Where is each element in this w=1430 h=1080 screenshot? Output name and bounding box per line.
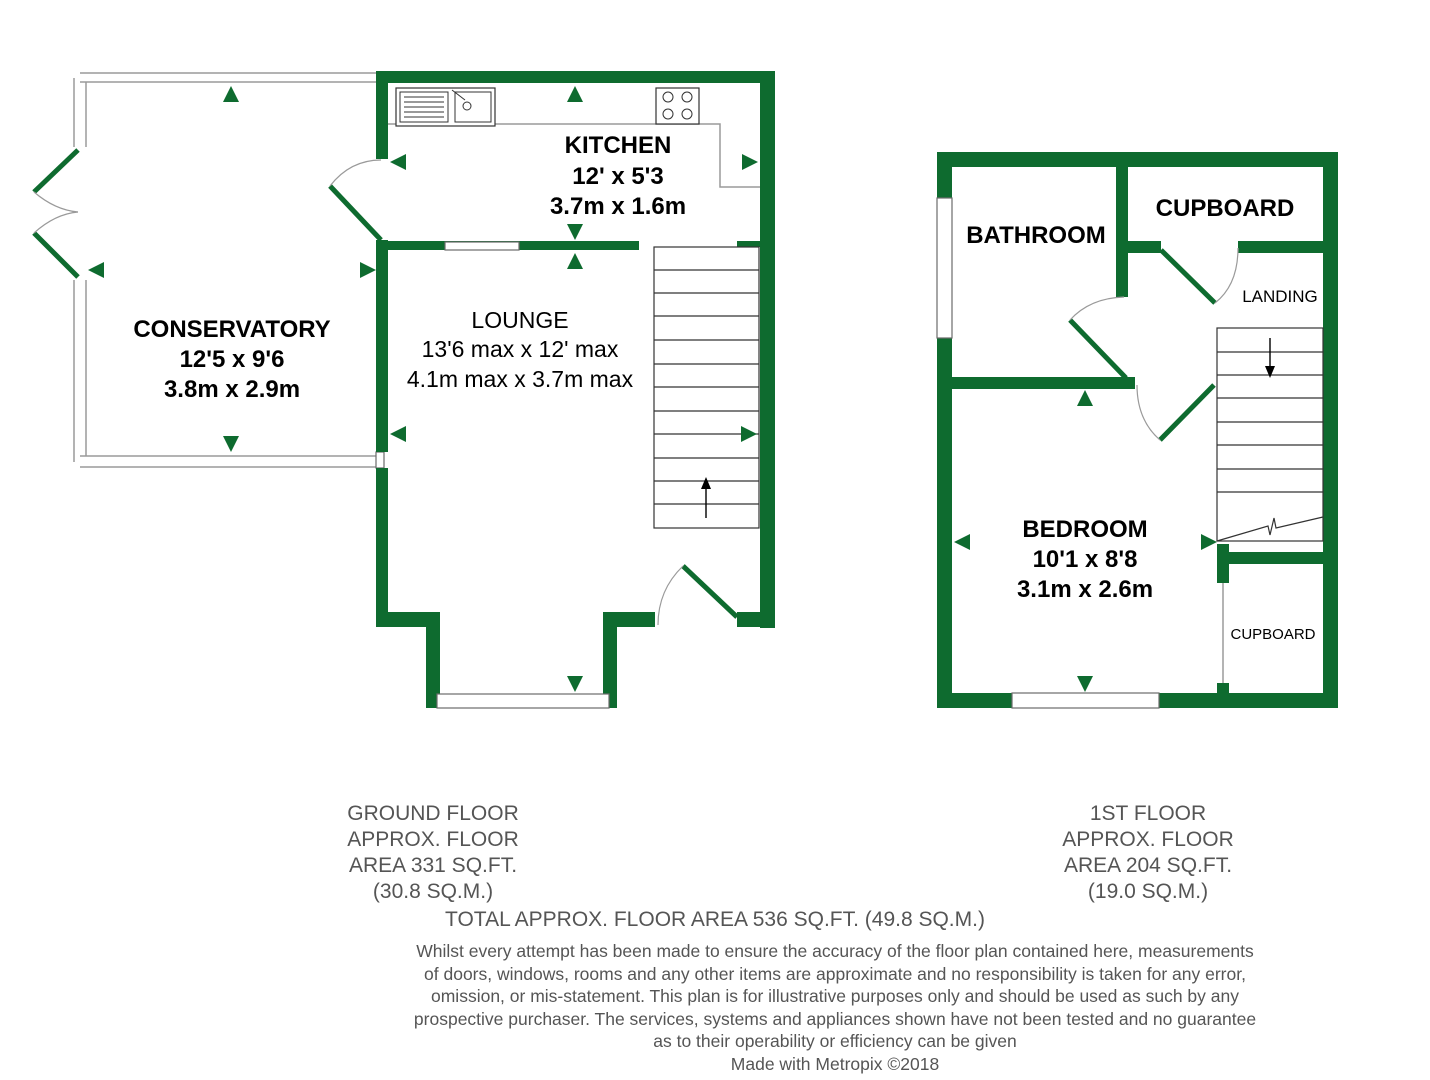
first-floor-plan <box>937 152 1338 708</box>
ground-floor-plan <box>34 71 775 708</box>
first-floor-staircase <box>1217 328 1323 541</box>
first-floor-title: 1ST FLOOR <box>1089 802 1207 825</box>
bedroom-door <box>1137 385 1214 440</box>
lounge-imperial: 13'6 max x 12' max <box>421 336 619 362</box>
bathroom-window <box>937 198 952 338</box>
disclaimer <box>330 940 1340 1075</box>
lounge-metric: 4.1m max x 3.7m max <box>406 366 634 392</box>
conservatory-imperial: 12'5 x 9'6 <box>179 346 285 373</box>
cupboard-upper-name: CUPBOARD <box>1155 195 1295 222</box>
kitchen-name: KITCHEN <box>564 132 672 159</box>
disclaimer-line: prospective purchaser. The services, systems and appliances shown have not been tested and no guarantee <box>413 1008 1257 1029</box>
bedroom-metric: 3.1m x 2.6m <box>1016 576 1154 603</box>
conservatory-name: CONSERVATORY <box>133 316 331 343</box>
disclaimer-line: omission, or mis-statement. This plan is for illustrative purposes only and should be used as such by any <box>431 986 1239 1006</box>
cupboard-door <box>1161 248 1238 303</box>
sink-icon <box>396 88 495 126</box>
bathroom-door <box>1070 297 1126 378</box>
kitchen-lounge-serving-hatch <box>445 242 519 250</box>
kitchen-metric: 3.7m x 1.6m <box>549 193 687 220</box>
lounge-window <box>437 694 609 708</box>
kitchen-door <box>330 160 381 240</box>
disclaimer-line: Whilst every attempt has been made to ensure the accuracy of the floor plan contained here, measurements <box>416 941 1254 961</box>
ground-floor-staircase <box>654 247 759 528</box>
conservatory-frame <box>74 73 384 468</box>
disclaimer-line: of doors, windows, rooms and any other items are approximate and no responsibility is taken for any error, <box>424 963 1246 984</box>
total-floor-area: TOTAL APPROX. FLOOR AREA 536 SQ.FT. (49.8 SQ.M.) <box>445 908 985 931</box>
bedroom-imperial: 10'1 x 8'8 <box>1032 546 1138 573</box>
bathroom-name: BATHROOM <box>966 222 1106 249</box>
copyright: Made with Metropix ©2018 <box>730 1053 940 1074</box>
first-floor-area-line2: APPROX. FLOOR <box>1062 828 1234 851</box>
first-floor-area <box>1018 801 1278 905</box>
hob-icon <box>656 88 699 124</box>
conservatory-metric: 3.8m x 2.9m <box>163 376 301 403</box>
ground-floor-title: GROUND FLOOR <box>347 802 519 825</box>
first-floor-area-line3: AREA 204 SQ.FT. <box>1063 854 1233 877</box>
bedroom-name: BEDROOM <box>1022 516 1148 543</box>
lounge-name: LOUNGE <box>471 307 569 333</box>
disclaimer-line: as to their operability or efficiency can be given <box>653 1031 1017 1051</box>
front-door <box>658 566 737 625</box>
ground-floor-area <box>303 801 563 905</box>
ground-floor-area-line4: (30.8 SQ.M.) <box>372 880 494 903</box>
kitchen-imperial: 12' x 5'3 <box>572 163 664 190</box>
conservatory-french-doors <box>34 150 78 277</box>
landing-name: LANDING <box>1242 287 1318 306</box>
ground-floor-area-line3: AREA 331 SQ.FT. <box>348 854 518 877</box>
cupboard-lower-name: CUPBOARD <box>1230 626 1316 643</box>
bedroom-window <box>1012 693 1159 708</box>
ground-floor-area-line2: APPROX. FLOOR <box>347 828 519 851</box>
first-floor-area-line4: (19.0 SQ.M.) <box>1087 880 1209 903</box>
